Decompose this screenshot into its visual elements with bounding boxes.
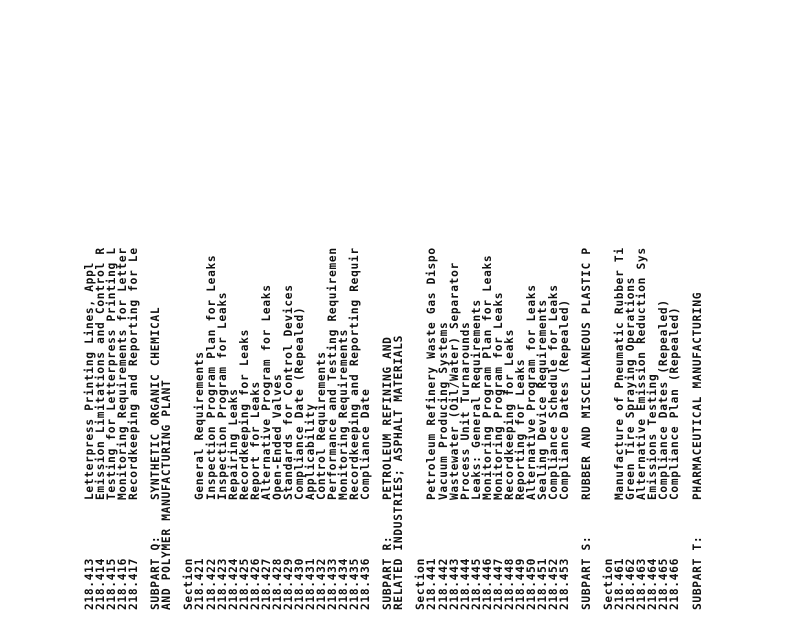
section-number: 218.433 [326, 557, 340, 610]
subpart-heading [393, 0, 404, 610]
section-number: Section [602, 557, 616, 610]
subpart-title: RELATED INDUSTRIES; ASPHALT MATERIALS [392, 334, 406, 610]
blank-line [139, 0, 150, 610]
section-title: Report for Leaks [248, 381, 262, 500]
section-title: Letterpress Printing Lines, Appl [83, 262, 96, 500]
section-number: 218.436 [359, 557, 373, 610]
section-title: Alternative Emission Reduction Sys [635, 247, 649, 500]
section-number: 218.462 [624, 557, 638, 610]
toc-entry [504, 0, 515, 610]
subpart-title: AND POLYMER MANUFACTURING PLANT [160, 379, 174, 610]
section-number: 218.464 [646, 557, 660, 610]
section-number: 218.423 [215, 557, 229, 610]
toc-entry [493, 0, 504, 610]
section-number: 218.425 [237, 557, 251, 610]
section-title: Emissions Testing [646, 373, 660, 500]
section-number: 218.447 [491, 557, 505, 610]
section-number: 218.451 [535, 557, 549, 610]
toc-entry [449, 0, 460, 610]
blank-line [703, 0, 714, 610]
toc-entry [327, 0, 338, 610]
section-title: Testing for Letterpress Printing L [105, 247, 119, 500]
subpart-heading [692, 0, 703, 610]
toc-entry [261, 0, 272, 610]
subpart-label: SUBPART R: [381, 535, 395, 610]
section-title: Inspection Program for Leaks [215, 291, 229, 500]
section-title: Wastewater (Oil/Water) Separator [447, 262, 461, 500]
section-number: 218.452 [546, 557, 560, 610]
section-number: 218.445 [469, 557, 483, 610]
subpart-label: SUBPART Q: [149, 535, 163, 610]
section-title: Performance and Testing Requiremen [326, 247, 340, 500]
section-number: 218.466 [668, 557, 682, 610]
section-number: 218.453 [558, 557, 572, 610]
section-title: Compliance Date (Repealed) [292, 306, 306, 500]
section-title: Vacuum Producing Systems [436, 321, 450, 500]
section-number: 218.435 [348, 557, 362, 610]
subpart-heading [161, 0, 172, 610]
toc-entry [426, 0, 437, 610]
toc-entry [669, 0, 680, 610]
subpart-heading [581, 0, 592, 610]
section-number: 218.448 [502, 557, 516, 610]
section-number: 218.428 [270, 557, 284, 610]
section-number: 218.446 [480, 557, 494, 610]
section-number: 218.431 [303, 557, 317, 610]
section-title: Emission Limitations and Control R [94, 247, 108, 500]
section-title: Leaks: General Requirements [469, 299, 483, 500]
toc-entry [658, 0, 669, 610]
toc-entry [228, 0, 239, 610]
toc-entry [349, 0, 360, 610]
section-title: Monitoring Program for Leaks [491, 291, 505, 500]
section-title: Petroleum Refinery Waste Gas Dispo [425, 247, 439, 500]
section-title: Monitoring Program Plan for Leaks [480, 254, 494, 500]
section-number: 218.449 [513, 557, 527, 610]
subpart-label: SUBPART S: [580, 535, 594, 610]
toc-entry [360, 0, 371, 610]
subpart-title: SYNTHETIC ORGANIC CHEMICAL [149, 306, 163, 500]
section-number: 218.442 [436, 557, 450, 610]
subpart-title: RUBBER AND MISCELLANEOUS PLASTIC P [580, 247, 594, 500]
section-title: Manufacture of Pneumatic Rubber Ti [613, 247, 627, 500]
section-title: Compliance Schedule for Leaks [546, 284, 560, 500]
blank-line [371, 0, 382, 610]
section-number: 218.427 [259, 557, 273, 610]
section-number: 218.444 [458, 557, 472, 610]
table-of-contents [83, 0, 704, 610]
section-title: Applicability [303, 403, 317, 500]
subpart-title: PHARMACEUTICAL MANUFACTURING [690, 291, 704, 500]
section-title: Monitoring Requirements [337, 328, 351, 500]
section-title: Alternative Program for Leaks [259, 284, 273, 500]
section-title: Recordkeeping and Reporting Requir [348, 247, 362, 500]
section-number: 218.441 [425, 557, 439, 610]
subpart-label: SUBPART T: [690, 535, 704, 610]
subpart-title: PETROLEUM REFINING AND [381, 336, 395, 500]
section-number: 218.450 [524, 557, 538, 610]
toc-entry [559, 0, 570, 610]
toc-entry [283, 0, 294, 610]
section-title: Compliance Dates (Repealed) [558, 299, 572, 500]
section-title: Control Requirements [314, 351, 328, 500]
section-number: Section [182, 557, 196, 610]
blank-line [592, 0, 603, 610]
toc-entry [294, 0, 305, 610]
toc-entry [305, 0, 316, 610]
section-title: Green Tire Spraying Operations [624, 276, 638, 500]
section-title: Open-Ended Valves [270, 373, 284, 500]
section-number: 218.417 [127, 557, 141, 610]
section-number: 218.422 [204, 557, 218, 610]
section-title: Compliance Plan (Repealed) [668, 306, 682, 500]
section-number: 218.426 [248, 557, 262, 610]
section-title: Recordkeeping for Leaks [502, 328, 516, 500]
section-title: Sealing Device Requirements [535, 299, 549, 500]
section-title: Compliance Date [359, 388, 373, 500]
section-number: 218.415 [105, 557, 119, 610]
section-title: Repairing Leaks [226, 388, 240, 500]
section-number: 218.430 [292, 557, 306, 610]
toc-entry [636, 0, 647, 610]
blank-line [404, 0, 415, 610]
section-title: Recordkeeping and Reporting for Le [127, 247, 141, 500]
toc-entry [239, 0, 250, 610]
section-title: Alternative Program for Leaks [524, 284, 538, 500]
section-number: 218.429 [281, 557, 295, 610]
toc-entry [217, 0, 228, 610]
section-number: 218.414 [94, 557, 108, 610]
section-number: 218.461 [613, 557, 627, 610]
section-title: General Requirements [193, 351, 207, 500]
section-number: 218.424 [226, 557, 240, 610]
section-title: Inspection Program Plan for Leaks [204, 254, 218, 500]
section-number: 218.413 [83, 557, 96, 610]
section-title: Standards for Control Devices [281, 284, 295, 500]
section-number: 218.416 [116, 557, 130, 610]
section-number: 218.443 [447, 557, 461, 610]
section-number: 218.463 [635, 557, 649, 610]
section-number: 218.434 [337, 557, 351, 610]
section-number: Section [414, 557, 428, 610]
toc-entry [128, 0, 139, 610]
section-title: Process Unit Turnarounds [458, 321, 472, 500]
section-title: Monitoring Requirements for Letter [116, 247, 130, 500]
section-title: Compliance Dates (Repealed) [657, 299, 671, 500]
section-number: 218.421 [193, 557, 207, 610]
section-number: 218.432 [314, 557, 328, 610]
toc-entry [183, 0, 194, 610]
section-number: 218.465 [657, 557, 671, 610]
section-title: Reporting for Leaks [513, 358, 527, 500]
blank-line [172, 0, 183, 610]
section-title: Recordkeeping for Leaks [237, 328, 251, 500]
